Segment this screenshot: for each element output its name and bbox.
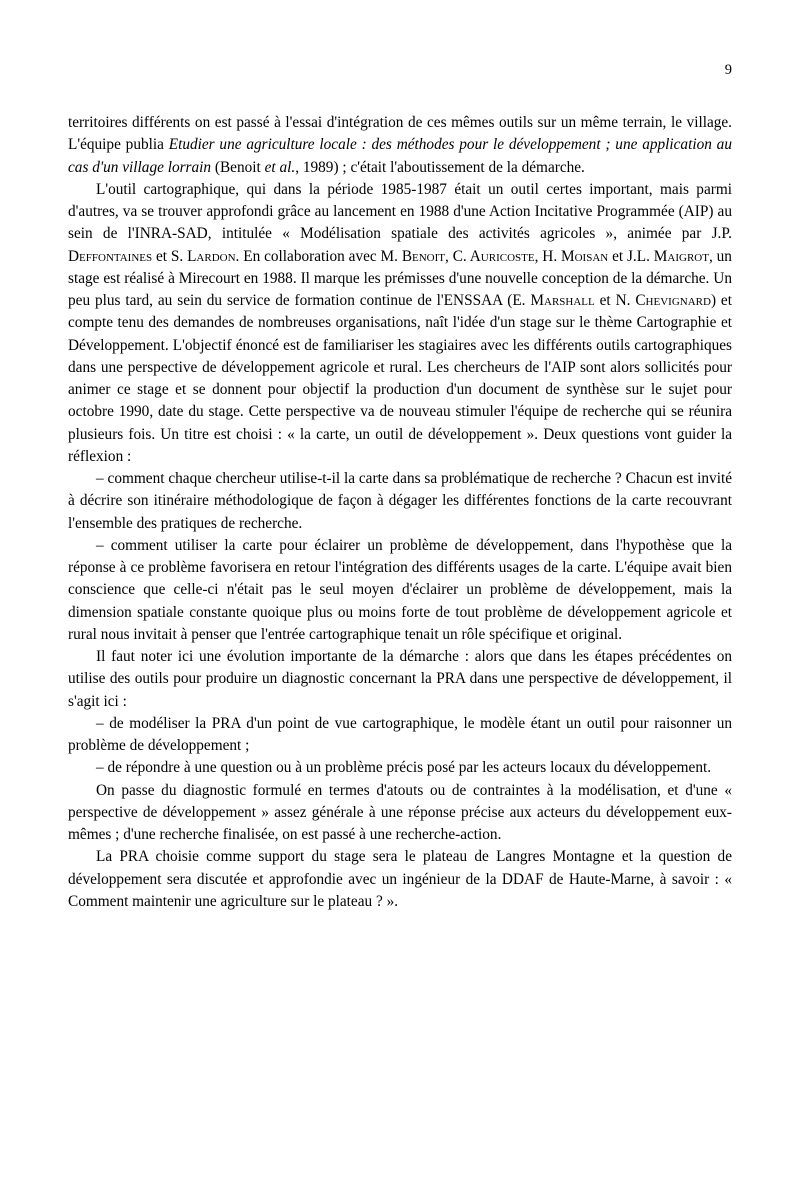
paragraph-2-name-2: S. Lardon: [170, 247, 236, 265]
paragraph-2-run-9: ) et compte tenu des demandes de nombreuses organisations, naît l'idée d'un stage sur le thème Cartographie et Développement. L'objectif énoncé est de familiariser les stagiaires avec les différents outils cartographiques dans une perspective de développement agricole et rural. Les chercheurs de l'AIP sont alors sollicités pour animer ce stage et se donnent pour objectif la production d'un document de synthèse sur le sujet pour octobre 1990, date du stage. Cette perspective va de nouveau stimuler l'équipe de recherche qui se réunira plusieurs fois. Un titre est choisi : « la carte, un outil de développement ». Deux questions vont guider la réflexion :: [68, 292, 732, 465]
paragraph-2-run-6: et: [608, 247, 627, 265]
body-text: [68, 112, 732, 913]
paragraph-1-etal-italic: et al.: [264, 158, 296, 176]
paragraph-5: Il faut noter ici une évolution importante de la démarche : alors que dans les étapes précédentes on utilise des outils pour produire un diagnostic concernant la PRA dans une perspective de développement, il s'agit ici :: [68, 648, 732, 710]
paragraph-2-run-8: et: [594, 292, 616, 309]
paragraph-9: La PRA choisie comme support du stage sera le plateau de Langres Montagne et la question de développement sera discutée et approfondie avec un ingénieur de la DDAF de Haute-Marne, à savoir : « Comment maintenir une agriculture sur le plateau ? ».: [68, 848, 732, 910]
paragraph-1-run-1: territoires différents on est passé à l'essai d'intégration de ces mêmes outils sur un même terrain, le village. L'équipe publia: [68, 114, 732, 154]
paragraph-6: – de modéliser la PRA d'un point de vue cartographique, le modèle étant un outil pour raisonner un problème de développement ;: [68, 714, 732, 754]
page-number: 9: [724, 62, 732, 78]
paragraph-2-run-4: ,: [445, 247, 453, 265]
paragraph-4: – comment utiliser la carte pour éclairer un problème de développement, dans l'hypothèse que la réponse à ce problème favorisera en retour l'intégration des différents usages de la carte. L'équipe avait bien conscience que celle-ci n'était pas le seul moyen d'éclairer un problème de développement, mais la dimension spatiale constante quoique plus ou moins forte de tout problème de développement agricole et rural nous invitait à penser que l'entrée cartographique tenait un rôle spécifique et original.: [68, 536, 732, 643]
paragraph-2-run-2: et: [152, 247, 171, 265]
paragraph-2-run-5: ,: [534, 247, 543, 265]
paragraph-1-run-3: , 1989) ; c'était l'aboutissement de la démarche.: [295, 158, 585, 176]
paragraph-8: On passe du diagnostic formulé en termes d'atouts ou de contraintes à la modélisation, et d'une « perspective de développement » assez générale à une réponse précise aux acteurs du développement eux-mêmes ; d'une recherche finalisée, on est passé à une recherche-action.: [68, 781, 732, 843]
paragraph-2-name-3: M. Benoit: [380, 247, 446, 265]
paragraph-2-run-1: L'outil cartographique, qui dans la période 1985-1987 était un outil certes important, mais parmi d'autres, va se trouver approfondi grâce au lancement en 1988 d'une Action Incitative Programmée (AIP) au sein de l'INRA-SAD, intitulée « Modélisation spatiale des activités agricoles », animée par: [68, 180, 732, 243]
paragraph-2-name-4: C. Auricoste: [452, 247, 535, 265]
paragraph-1-run-2: (Benoit: [211, 158, 265, 176]
paragraph-2-run-7: , un stage est réalisé à Mirecourt en 1988. Il marque les prémisses d'une nouvelle conception de la démarche. Un peu plus tard, au sein du service de formation continue de l'ENSSAA (: [68, 247, 732, 309]
paragraph-1: [68, 112, 732, 179]
paragraph-2-name-6: J.L. Maigrot: [626, 247, 709, 265]
paragraph-2-name-1: J.P. Deffontaines: [68, 225, 732, 265]
paragraph-7: – de répondre à une question ou à un problème précis posé par les acteurs locaux du développement.: [96, 759, 712, 777]
paragraph-1-title-italic: Etudier une agriculture locale : des méthodes pour le développement ; une application au cas d'un village lorrain: [68, 136, 732, 176]
paragraph-2-name-7: E. Marshall: [512, 292, 595, 309]
paragraph-2-name-8: N. Chevignard: [615, 292, 711, 309]
paragraph-2-run-3: . En collaboration avec: [235, 247, 381, 265]
paragraph-3: – comment chaque chercheur utilise-t-il la carte dans sa problématique de recherche ? Chacun est invité à décrire son itinéraire méthodologique de façon à dégager les différentes fonctions de la carte recouvrant l'ensemble des pratiques de recherche.: [68, 470, 732, 532]
paragraph-2: [68, 179, 732, 468]
paragraph-2-name-5: H. Moisan: [542, 247, 609, 265]
